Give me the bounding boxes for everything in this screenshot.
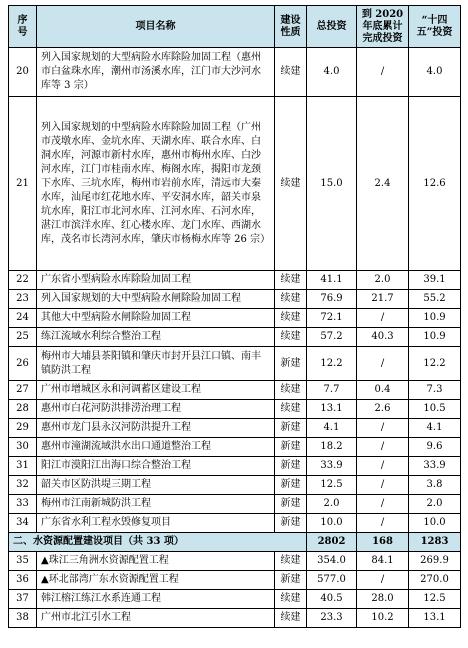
investment-table-page	[8, 5, 460, 628]
cell-project-name: 韶关市区防洪堤三期工程	[37, 476, 275, 495]
cell-completed: 10.2	[357, 609, 409, 628]
cell-project-name: 梅州市江南新城防洪工程	[37, 495, 275, 514]
cell-project-name: 梅州市大埔县茶阳镇和肇庆市封开县江口镇、南丰镇防洪工程	[37, 347, 275, 381]
cell-nature: 续建	[275, 381, 307, 400]
cell-nature: 续建	[275, 290, 307, 309]
cell-plan: 12.2	[409, 347, 461, 381]
header-seq: 序号	[9, 6, 37, 48]
cell-plan: 10.9	[409, 309, 461, 328]
cell-completed: 28.0	[357, 590, 409, 609]
table-row	[9, 495, 461, 514]
cell-seq: 36	[9, 571, 37, 590]
cell-completed: /	[357, 347, 409, 381]
cell-completed: 84.1	[357, 552, 409, 571]
section-title: 二、水资源配置建设项目（共 33 项）	[9, 533, 307, 552]
cell-nature: 续建	[275, 609, 307, 628]
cell-plan: 10.5	[409, 400, 461, 419]
table-row	[9, 609, 461, 628]
cell-nature: 新建	[275, 347, 307, 381]
cell-total: 33.9	[307, 457, 357, 476]
cell-total: 12.2	[307, 347, 357, 381]
cell-total: 23.3	[307, 609, 357, 628]
cell-plan: 9.6	[409, 438, 461, 457]
cell-seq: 21	[9, 97, 37, 271]
cell-completed: 0.4	[357, 381, 409, 400]
cell-seq: 30	[9, 438, 37, 457]
cell-project-name: 阳江市漠阳江出海口综合整治工程	[37, 457, 275, 476]
cell-total: 354.0	[307, 552, 357, 571]
cell-plan: 2.0	[409, 495, 461, 514]
cell-completed: /	[357, 438, 409, 457]
table-row	[9, 271, 461, 290]
cell-plan: 13.1	[409, 609, 461, 628]
cell-seq: 22	[9, 271, 37, 290]
cell-nature: 新建	[275, 476, 307, 495]
investment-table	[8, 5, 461, 628]
cell-total: 577.0	[307, 571, 357, 590]
cell-seq: 27	[9, 381, 37, 400]
cell-seq: 35	[9, 552, 37, 571]
table-row	[9, 457, 461, 476]
cell-seq: 32	[9, 476, 37, 495]
table-row	[9, 97, 461, 271]
table-row	[9, 48, 461, 97]
table-header-row	[9, 6, 461, 48]
cell-plan: 4.0	[409, 48, 461, 97]
cell-plan: 7.3	[409, 381, 461, 400]
cell-nature: 续建	[275, 328, 307, 347]
cell-completed: 40.3	[357, 328, 409, 347]
cell-nature: 续建	[275, 590, 307, 609]
cell-nature: 新建	[275, 457, 307, 476]
cell-completed: /	[357, 476, 409, 495]
header-total-investment: 总投资	[307, 6, 357, 48]
cell-total: 72.1	[307, 309, 357, 328]
cell-total: 76.9	[307, 290, 357, 309]
cell-seq: 29	[9, 419, 37, 438]
cell-plan: 269.9	[409, 552, 461, 571]
table-row	[9, 290, 461, 309]
cell-completed: /	[357, 571, 409, 590]
cell-nature: 新建	[275, 514, 307, 533]
cell-completed: /	[357, 457, 409, 476]
cell-nature: 续建	[275, 271, 307, 290]
cell-seq: 25	[9, 328, 37, 347]
section-plan: 1283	[409, 533, 461, 552]
section-completed: 168	[357, 533, 409, 552]
cell-project-name: ▲环北部湾广东水资源配置工程	[37, 571, 275, 590]
cell-nature: 新建	[275, 495, 307, 514]
cell-completed: 2.0	[357, 271, 409, 290]
cell-plan: 4.1	[409, 419, 461, 438]
cell-total: 40.5	[307, 590, 357, 609]
cell-project-name: 练江流域水利综合整治工程	[37, 328, 275, 347]
cell-completed: /	[357, 495, 409, 514]
table-row	[9, 552, 461, 571]
table-row	[9, 514, 461, 533]
cell-plan: 55.2	[409, 290, 461, 309]
cell-plan: 39.1	[409, 271, 461, 290]
table-row	[9, 438, 461, 457]
cell-project-name: 列入国家规划的大中型病险水闸除险加固工程	[37, 290, 275, 309]
cell-plan: 33.9	[409, 457, 461, 476]
cell-seq: 38	[9, 609, 37, 628]
table-row	[9, 571, 461, 590]
cell-total: 12.5	[307, 476, 357, 495]
cell-plan: 12.6	[409, 97, 461, 271]
cell-total: 2.0	[307, 495, 357, 514]
cell-nature: 续建	[275, 309, 307, 328]
cell-plan: 270.0	[409, 571, 461, 590]
cell-completed: 21.7	[357, 290, 409, 309]
cell-project-name: ▲珠江三角洲水资源配置工程	[37, 552, 275, 571]
cell-plan: 10.9	[409, 328, 461, 347]
cell-project-name: 其他大中型病险水闸除险加固工程	[37, 309, 275, 328]
cell-total: 57.2	[307, 328, 357, 347]
cell-total: 10.0	[307, 514, 357, 533]
table-row	[9, 419, 461, 438]
cell-nature: 新建	[275, 419, 307, 438]
cell-nature: 续建	[275, 552, 307, 571]
cell-completed: 2.6	[357, 400, 409, 419]
cell-project-name: 广东省小型病险水库除险加固工程	[37, 271, 275, 290]
cell-seq: 20	[9, 48, 37, 97]
cell-project-name: 列入国家规划的中型病险水库除险加固工程（广州市茂墩水库、金坑水库、天湖水库、联合水库、白洞水库，河源市新村水库，惠州市梅州水库、白沙河水库，江门市桂南水库、梅阁水库，揭阳市龙颈下水库、三坑水库，梅州市岩前水库，清远市大秦水库，汕尾市红花地水库、平安洞水库，韶关市泉坑水库，阳江市北河水库、江河水库、石河水库，湛江市滨洋水库、红心楼水库、龙门水库、西湖水库，茂名市长湾河水库，肇庆市杨梅水库等 26 宗）	[37, 97, 275, 271]
cell-completed: 2.4	[357, 97, 409, 271]
cell-completed: /	[357, 514, 409, 533]
cell-seq: 28	[9, 400, 37, 419]
cell-nature: 续建	[275, 400, 307, 419]
cell-seq: 23	[9, 290, 37, 309]
cell-nature: 续建	[275, 97, 307, 271]
cell-project-name: 广东省水利工程水毁修复项目	[37, 514, 275, 533]
cell-plan: 3.8	[409, 476, 461, 495]
cell-nature: 新建	[275, 438, 307, 457]
cell-project-name: 惠州市白花河防洪排涝治理工程	[37, 400, 275, 419]
cell-plan: 10.0	[409, 514, 461, 533]
cell-total: 41.1	[307, 271, 357, 290]
table-row	[9, 309, 461, 328]
table-row	[9, 347, 461, 381]
cell-nature: 新建	[275, 571, 307, 590]
cell-total: 13.1	[307, 400, 357, 419]
cell-project-name: 广州市北江引水工程	[37, 609, 275, 628]
cell-total: 4.0	[307, 48, 357, 97]
table-row	[9, 400, 461, 419]
table-row	[9, 590, 461, 609]
cell-seq: 24	[9, 309, 37, 328]
cell-nature: 续建	[275, 48, 307, 97]
cell-project-name: 韩江榕江练江水系连通工程	[37, 590, 275, 609]
section-total: 2802	[307, 533, 357, 552]
cell-total: 7.7	[307, 381, 357, 400]
header-14th-five-year: “十四五”投资	[409, 6, 461, 48]
cell-total: 4.1	[307, 419, 357, 438]
cell-plan: 12.5	[409, 590, 461, 609]
table-row	[9, 328, 461, 347]
table-row	[9, 381, 461, 400]
cell-completed: /	[357, 309, 409, 328]
cell-total: 15.0	[307, 97, 357, 271]
cell-seq: 37	[9, 590, 37, 609]
cell-completed: /	[357, 48, 409, 97]
header-project-name: 项目名称	[37, 6, 275, 48]
cell-completed: /	[357, 419, 409, 438]
cell-seq: 34	[9, 514, 37, 533]
header-nature: 建设性质	[275, 6, 307, 48]
cell-project-name: 惠州市潼湖流域洪水出口通道整治工程	[37, 438, 275, 457]
cell-total: 18.2	[307, 438, 357, 457]
cell-seq: 33	[9, 495, 37, 514]
header-completed-2020: 到 2020 年底累计完成投资	[357, 6, 409, 48]
table-row	[9, 476, 461, 495]
section-row	[9, 533, 461, 552]
cell-seq: 31	[9, 457, 37, 476]
cell-project-name: 广州市增城区永和河调蓄区建设工程	[37, 381, 275, 400]
cell-project-name: 惠州市龙门县永汉河防洪提升工程	[37, 419, 275, 438]
cell-seq: 26	[9, 347, 37, 381]
cell-project-name: 列入国家规划的大型病险水库除险加固工程（惠州市白盆珠水库，潮州市汤溪水库，江门市大沙河水库等 3 宗）	[37, 48, 275, 97]
